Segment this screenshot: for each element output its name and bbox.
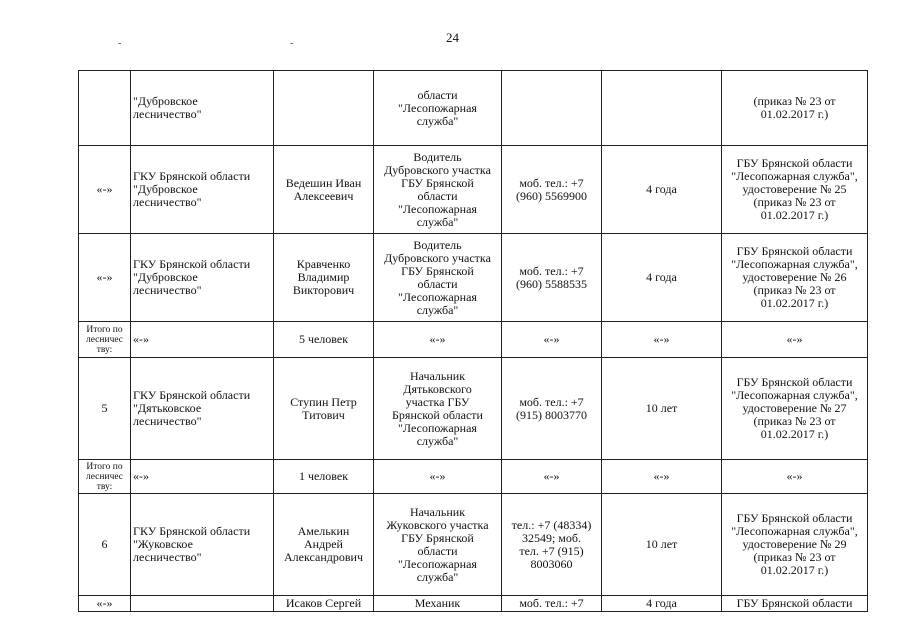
cell-doc: ГБУ Брянской области "Лесопожарная служба", удостоверение № 26 (приказ № 23 от 01.02.2017 г.) bbox=[722, 234, 868, 322]
cell-name: Кравченко Владимир Викторович bbox=[274, 234, 374, 322]
table-row bbox=[79, 71, 868, 146]
cell-org: «-» bbox=[131, 460, 274, 494]
page-number: 24 bbox=[446, 30, 459, 45]
cell-exp: «-» bbox=[602, 460, 722, 494]
cell-pos: Водитель Дубровского участка ГБУ Брянской области "Лесопожарная служба" bbox=[374, 234, 502, 322]
cell-phone: моб. тел.: +7 (915) 8003770 bbox=[502, 358, 602, 460]
table-row bbox=[79, 494, 868, 596]
cell-n: 5 bbox=[79, 358, 131, 460]
cell-phone: моб. тел.: +7 (960) 5588535 bbox=[502, 234, 602, 322]
cell-phone: тел.: +7 (48334) 32549; моб. тел. +7 (915) 8003060 bbox=[502, 494, 602, 596]
cell-name: 5 человек bbox=[274, 322, 374, 358]
cell-pos: Водитель Дубровского участка ГБУ Брянской области "Лесопожарная служба" bbox=[374, 146, 502, 234]
cell-n: «-» bbox=[79, 146, 131, 234]
cell-n: «-» bbox=[79, 234, 131, 322]
cell-n: Итого по лесничес тву: bbox=[79, 322, 131, 358]
cell-exp: 4 года bbox=[602, 146, 722, 234]
cell-org: ГКУ Брянской области "Дятьковское лесничество" bbox=[131, 358, 274, 460]
table-row bbox=[79, 146, 868, 234]
cell-exp: «-» bbox=[602, 322, 722, 358]
cell-pos: Начальник Жуковского участка ГБУ Брянской области "Лесопожарная служба" bbox=[374, 494, 502, 596]
cell-phone: моб. тел.: +7 (960) 5569900 bbox=[502, 146, 602, 234]
cell-n: 6 bbox=[79, 494, 131, 596]
cell-name: Исаков Сергей bbox=[274, 596, 374, 612]
cell-pos: Механик bbox=[374, 596, 502, 612]
cell-pos: «-» bbox=[374, 460, 502, 494]
cell-org bbox=[131, 596, 274, 612]
cell-name: Ступин Петр Титович bbox=[274, 358, 374, 460]
cell-pos: области "Лесопожарная служба" bbox=[374, 71, 502, 146]
cell-name: 1 человек bbox=[274, 460, 374, 494]
table-row bbox=[79, 596, 868, 612]
cell-phone: моб. тел.: +7 bbox=[502, 596, 602, 612]
cell-phone bbox=[502, 71, 602, 146]
margin-mark: - bbox=[118, 38, 122, 49]
table-row bbox=[79, 460, 868, 494]
cell-doc: ГБУ Брянской области "Лесопожарная служба", удостоверение № 29 (приказ № 23 от 01.02.2017 г.) bbox=[722, 494, 868, 596]
cell-exp: 4 года bbox=[602, 596, 722, 612]
cell-name bbox=[274, 71, 374, 146]
cell-doc: «-» bbox=[722, 322, 868, 358]
cell-pos: Начальник Дятьковского участка ГБУ Брянской области "Лесопожарная служба" bbox=[374, 358, 502, 460]
cell-exp: 10 лет bbox=[602, 358, 722, 460]
cell-phone: «-» bbox=[502, 322, 602, 358]
cell-n bbox=[79, 71, 131, 146]
cell-org: ГКУ Брянской области "Жуковское лесничество" bbox=[131, 494, 274, 596]
cell-n: Итого по лесничес тву: bbox=[79, 460, 131, 494]
cell-doc: ГБУ Брянской области bbox=[722, 596, 868, 612]
cell-exp: 4 года bbox=[602, 234, 722, 322]
table-row bbox=[79, 358, 868, 460]
cell-doc: ГБУ Брянской области "Лесопожарная служба", удостоверение № 27 (приказ № 23 от 01.02.2017 г.) bbox=[722, 358, 868, 460]
table-row bbox=[79, 322, 868, 358]
personnel-table bbox=[78, 70, 868, 612]
cell-phone: «-» bbox=[502, 460, 602, 494]
cell-exp bbox=[602, 71, 722, 146]
cell-exp: 10 лет bbox=[602, 494, 722, 596]
table-row bbox=[79, 234, 868, 322]
cell-name: Амелькин Андрей Александрович bbox=[274, 494, 374, 596]
cell-doc: «-» bbox=[722, 460, 868, 494]
cell-org: «-» bbox=[131, 322, 274, 358]
cell-pos: «-» bbox=[374, 322, 502, 358]
margin-mark: - bbox=[290, 38, 294, 49]
cell-doc: (приказ № 23 от 01.02.2017 г.) bbox=[722, 71, 868, 146]
cell-doc: ГБУ Брянской области "Лесопожарная служба", удостоверение № 25 (приказ № 23 от 01.02.2017 г.) bbox=[722, 146, 868, 234]
cell-org: ГКУ Брянской области "Дубровское лесничество" bbox=[131, 146, 274, 234]
cell-name: Ведешин Иван Алексеевич bbox=[274, 146, 374, 234]
cell-org: "Дубровское лесничество" bbox=[131, 71, 274, 146]
cell-org: ГКУ Брянской области "Дубровское лесничество" bbox=[131, 234, 274, 322]
cell-n: «-» bbox=[79, 596, 131, 612]
